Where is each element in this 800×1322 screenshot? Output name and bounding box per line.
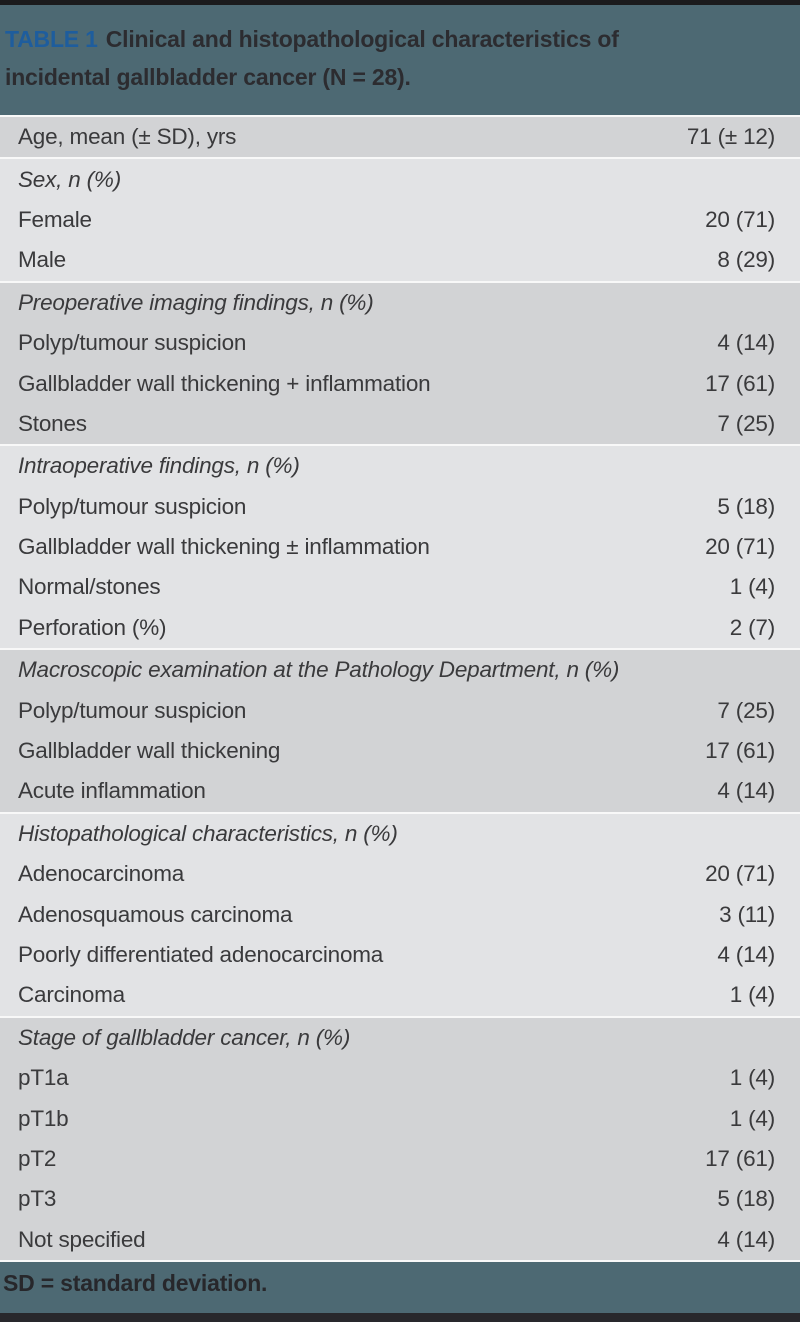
- table-row: [0, 975, 800, 1015]
- row-value: 20 (71): [705, 861, 775, 887]
- table-row: [0, 1220, 800, 1260]
- section-header-row: [0, 650, 800, 690]
- table-row: [0, 323, 800, 363]
- row-value: 1 (4): [729, 1065, 775, 1091]
- row-label: Stage of gallbladder cancer, n (%): [18, 1024, 351, 1050]
- table-row: [0, 527, 800, 567]
- section-header-row: [0, 1018, 800, 1058]
- row-value: 17 (61): [705, 370, 775, 396]
- row-label: Adenocarcinoma: [18, 861, 185, 887]
- caption-line1: Clinical and histopathological characteristics of: [105, 26, 619, 52]
- row-label: Gallbladder wall thickening + inflammation: [18, 370, 431, 396]
- row-label: Female: [18, 206, 92, 232]
- row-label: pT3: [18, 1186, 57, 1212]
- row-label: Polyp/tumour suspicion: [18, 493, 247, 519]
- row-label: Polyp/tumour suspicion: [18, 697, 247, 723]
- row-value: 1 (4): [729, 982, 775, 1008]
- row-label: pT1b: [18, 1105, 69, 1131]
- row-value: 2 (7): [729, 614, 775, 640]
- row-label: Histopathological characteristics, n (%): [18, 820, 398, 846]
- table-section-band: [0, 648, 800, 812]
- table-section-band: [0, 157, 800, 280]
- row-value: 7 (25): [717, 410, 775, 436]
- table-row: [0, 731, 800, 771]
- table-row: [0, 487, 800, 527]
- table-section-band: [0, 1016, 800, 1260]
- row-label: Normal/stones: [18, 574, 161, 600]
- row-value: 7 (25): [717, 697, 775, 723]
- table-number-label: TABLE 1: [5, 26, 98, 52]
- row-value: 4 (14): [717, 942, 775, 967]
- row-label: Sex, n (%): [18, 166, 122, 192]
- table-row: [0, 567, 800, 607]
- table-row: [0, 1179, 800, 1219]
- row-label: Stones: [18, 410, 87, 436]
- row-value: 4 (14): [717, 778, 775, 804]
- table-row: [0, 894, 800, 934]
- table-footnote: [0, 1262, 800, 1313]
- row-label: Gallbladder wall thickening ± inflammation: [18, 534, 430, 560]
- table-row: [0, 404, 800, 444]
- table-caption: [0, 5, 800, 115]
- table-row: [0, 771, 800, 811]
- row-value: 1 (4): [729, 1105, 775, 1131]
- table-row: [0, 363, 800, 403]
- table-section-band: [0, 117, 800, 157]
- table-row: [0, 1098, 800, 1138]
- table-row: [0, 935, 800, 975]
- table-row: [0, 117, 800, 157]
- row-value: 71 (± 12): [686, 124, 775, 150]
- row-value: 8 (29): [717, 247, 775, 273]
- row-label: Poorly differentiated adenocarcinoma: [18, 942, 384, 967]
- table-section-band: [0, 281, 800, 445]
- row-value: 5 (18): [717, 1186, 775, 1212]
- row-value: 5 (18): [717, 493, 775, 519]
- row-value: 20 (71): [705, 206, 775, 232]
- row-value: 1 (4): [729, 574, 775, 600]
- row-label: Age, mean (± SD), yrs: [18, 124, 237, 150]
- row-value: 4 (14): [717, 1226, 775, 1252]
- row-label: Carcinoma: [18, 982, 125, 1008]
- row-label: Not specified: [18, 1226, 146, 1252]
- characteristics-table: [0, 115, 800, 1262]
- row-label: pT1a: [18, 1065, 69, 1091]
- row-value: 17 (61): [705, 738, 775, 764]
- row-value: 20 (71): [705, 534, 775, 560]
- section-header-row: [0, 159, 800, 199]
- table-row: [0, 240, 800, 280]
- footnote-text: SD = standard deviation.: [3, 1269, 268, 1296]
- row-label: Gallbladder wall thickening: [18, 738, 281, 764]
- table-row: [0, 608, 800, 648]
- table-row: [0, 200, 800, 240]
- section-header-row: [0, 814, 800, 854]
- row-label: Polyp/tumour suspicion: [18, 330, 247, 356]
- section-header-row: [0, 446, 800, 486]
- row-label: Male: [18, 247, 66, 273]
- row-label: Perforation (%): [18, 614, 167, 640]
- row-label: Acute inflammation: [18, 778, 206, 804]
- caption-line2: incidental gallbladder cancer (N = 28).: [5, 64, 411, 90]
- section-header-row: [0, 283, 800, 323]
- row-label: Intraoperative findings, n (%): [18, 453, 300, 479]
- row-value: 17 (61): [705, 1145, 775, 1171]
- table-section-band: [0, 444, 800, 648]
- row-value: 4 (14): [717, 330, 775, 356]
- row-label: Macroscopic examination at the Pathology Department, n (%): [18, 657, 620, 683]
- table-row: [0, 690, 800, 730]
- table-row: [0, 1139, 800, 1179]
- row-label: pT2: [18, 1145, 57, 1171]
- row-value: 3 (11): [719, 901, 775, 927]
- table-section-band: [0, 812, 800, 1016]
- table-row: [0, 854, 800, 894]
- table-row: [0, 1058, 800, 1098]
- row-label: Adenosquamous carcinoma: [18, 901, 293, 927]
- row-label: Preoperative imaging findings, n (%): [18, 289, 374, 315]
